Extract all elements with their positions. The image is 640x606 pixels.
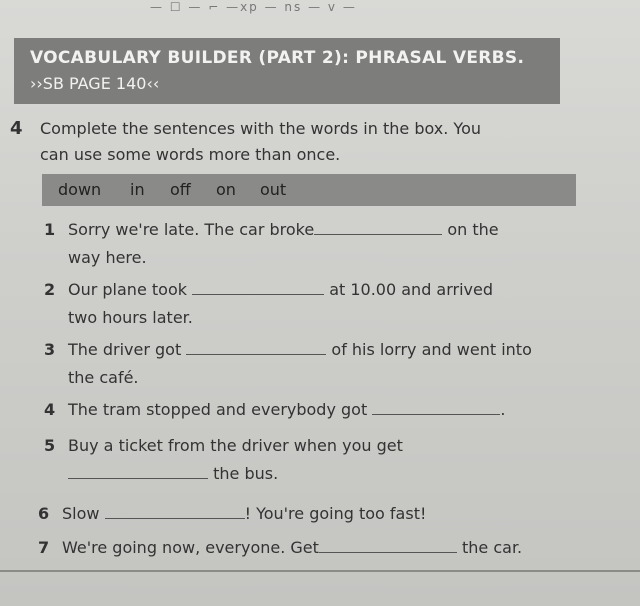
instruction-line-2: can use some words more than once. bbox=[40, 145, 341, 164]
sentence-text: Sorry we're late. The car broke bbox=[68, 220, 315, 239]
sentence-text: ! You're going too fast! bbox=[244, 504, 427, 523]
sentence-7-line-1 bbox=[38, 538, 522, 557]
exercise-number: 4 bbox=[10, 118, 23, 139]
word-box-item: on bbox=[216, 180, 236, 199]
exercise-instruction bbox=[10, 116, 570, 168]
sentence-text: way here. bbox=[68, 248, 147, 267]
sentence-text: The tram stopped and everybody got bbox=[68, 400, 368, 419]
sentence-text: the bus. bbox=[213, 464, 279, 483]
word-box-item: off bbox=[170, 180, 191, 199]
sentence-text: . bbox=[500, 400, 506, 419]
word-box-item: out bbox=[260, 180, 287, 199]
answer-blank[interactable] bbox=[319, 538, 457, 553]
word-box-item: in bbox=[130, 180, 145, 199]
sentence-4-line-1 bbox=[44, 400, 505, 419]
sentence-number: 6 bbox=[38, 504, 50, 523]
answer-blank[interactable] bbox=[68, 464, 208, 479]
section-header bbox=[14, 38, 560, 104]
sentence-1-line-1 bbox=[44, 220, 499, 239]
sentence-text: We're going now, everyone. Get bbox=[62, 538, 319, 557]
sentence-text: on the bbox=[447, 220, 499, 239]
sentence-number: 1 bbox=[44, 220, 56, 239]
sentence-text: Slow bbox=[62, 504, 100, 523]
answer-blank[interactable] bbox=[186, 340, 326, 355]
answer-blank[interactable] bbox=[192, 280, 324, 295]
sentence-number: 5 bbox=[44, 436, 56, 455]
page-divider bbox=[0, 570, 640, 572]
sentence-text: Our plane took bbox=[68, 280, 187, 299]
sentence-number: 4 bbox=[44, 400, 56, 419]
instruction-line-1: Complete the sentences with the words in the box. You bbox=[40, 119, 481, 138]
sentence-text: Buy a ticket from the driver when you get bbox=[68, 436, 403, 455]
sentence-6-line-1 bbox=[38, 504, 426, 523]
sentence-text: the café. bbox=[68, 368, 139, 387]
sentence-text: the car. bbox=[462, 538, 523, 557]
sentence-text: two hours later. bbox=[68, 308, 193, 327]
sentence-number: 7 bbox=[38, 538, 50, 557]
sentence-3-line-1 bbox=[44, 340, 532, 359]
answer-blank[interactable] bbox=[372, 400, 500, 415]
sentence-number: 2 bbox=[44, 280, 56, 299]
sentence-text: at 10.00 and arrived bbox=[329, 280, 494, 299]
word-box bbox=[42, 174, 576, 206]
sentence-number: 3 bbox=[44, 340, 56, 359]
sentence-2-line-1 bbox=[44, 280, 493, 299]
sentence-5-line-1 bbox=[44, 436, 403, 455]
sentence-text: The driver got bbox=[68, 340, 182, 359]
word-box-item: down bbox=[58, 180, 102, 199]
top-edge-marks: — ☐ — ⌐ —xp — ns — v — bbox=[150, 0, 357, 14]
section-title: VOCABULARY BUILDER (PART 2): PHRASAL VERBS. bbox=[30, 48, 525, 68]
answer-blank[interactable] bbox=[314, 220, 442, 235]
page-reference: ››SB PAGE 140‹‹ bbox=[30, 74, 160, 93]
sentence-text: of his lorry and went into bbox=[331, 340, 532, 359]
answer-blank[interactable] bbox=[105, 504, 245, 519]
sentence-5-line-2 bbox=[68, 464, 278, 483]
